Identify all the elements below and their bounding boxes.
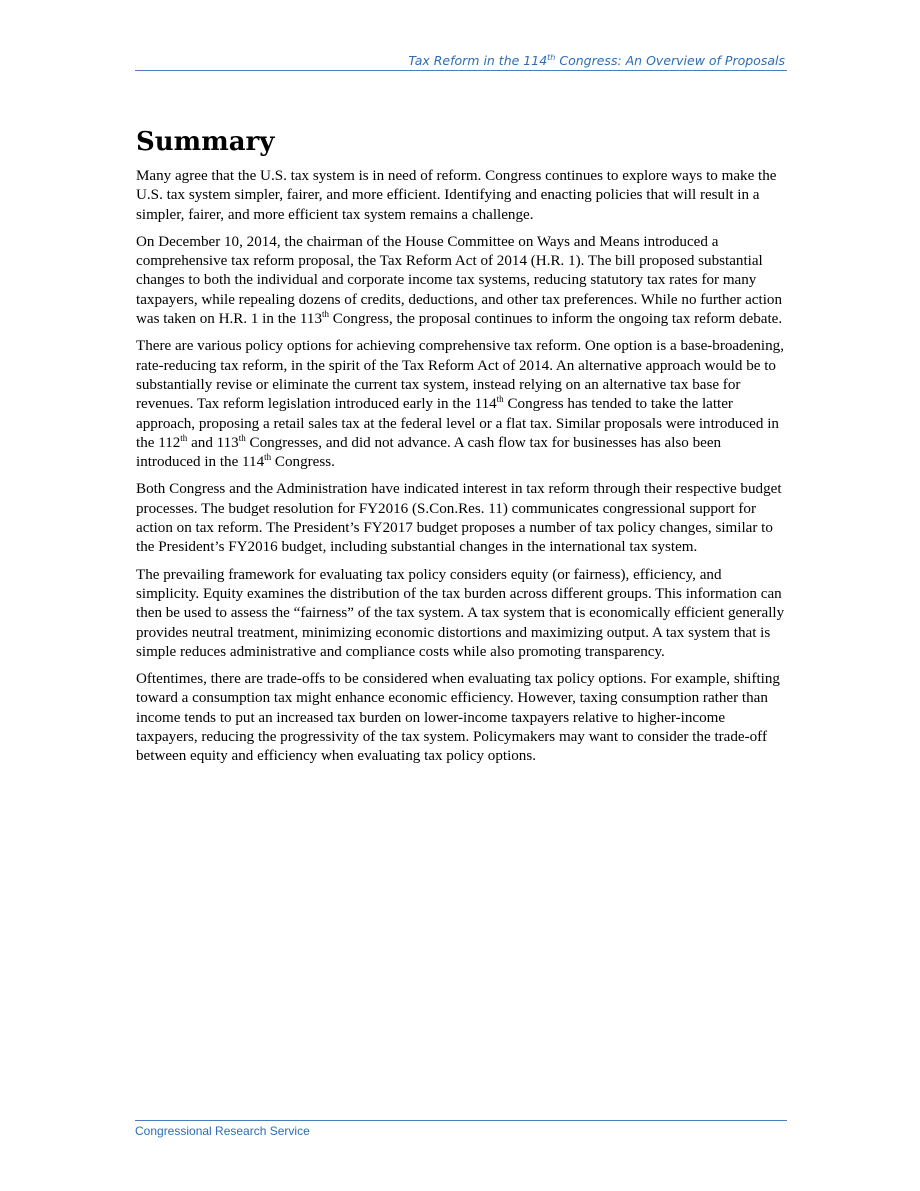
paragraph-3-superscript-3: th [238,432,246,443]
footer-publisher: Congressional Research Service [135,1124,310,1138]
paragraph-3-superscript-1: th [496,394,504,405]
paragraph-2-text-a: On December 10, 2014, the chairman of the House Committee on Ways and Means introduced a comprehensive tax reform proposal, the Tax Reform Act of 2014 (H.R. 1). The bill proposed substantial changes to both the individual and corporate income tax systems, reducing statutory tax rates for many taxpayers, while repealing dozens of credits, deductions, and other tax preferences. While no further action was taken on H.R. 1 in the 113 [136,233,782,328]
running-title [408,53,785,68]
page-footer [135,1120,787,1138]
summary-paragraph-6: Oftentimes, there are trade-offs to be considered when evaluating tax policy options. For example, shifting toward a consumption tax might enhance economic efficiency. However, taxing consumption rather than income tends to put an increased tax burden on lower-income taxpayers relative to higher-income taxpayers, reducing the progressivity of the tax system. Policymakers may want to consider the trade-off between equity and efficiency when evaluating tax policy options. [136,671,780,765]
paragraph-3-text-b: Congress has tended to take the latter approach, proposing a retail sales tax at the federal level or a flat tax. Similar proposals were introduced in the 112 [136,396,779,451]
summary-section [136,125,788,775]
summary-paragraph-4: Both Congress and the Administration have indicated interest in tax reform through their respective budget processes. The budget resolution for FY2016 (S.Con.Res. 11) communicates congressional support for action on tax reform. The President’s FY2017 budget proposes a number of tax policy changes, similar to the President’s FY2016 budget, including substantial changes in the international tax system. [136,481,782,556]
page-header [135,52,787,71]
summary-heading: Summary [136,127,275,157]
paragraph-3-superscript-2: th [180,432,188,443]
running-title-superscript: th [547,52,556,62]
paragraph-3-text-d: Congresses, and did not advance. A cash flow tax for businesses has also been introduced in the 114 [136,434,722,471]
running-title-part1: Tax Reform in the 114 [408,53,548,68]
summary-paragraph-1: Many agree that the U.S. tax system is in need of reform. Congress continues to explore ways to make the U.S. tax system simpler, fairer, and more efficient. Identifying and enacting policies that will result in a simpler, fairer, and more efficient tax system remains a challenge. [136,168,777,223]
paragraph-2-text-b: Congress, the proposal continues to inform the ongoing tax reform debate. [329,311,783,328]
paragraph-2-superscript: th [322,309,330,320]
paragraph-3-text-e: Congress. [271,454,335,471]
paragraph-3-superscript-4: th [264,452,272,463]
summary-paragraph-3 [136,337,788,472]
paragraph-3-text-c: and 113 [187,434,239,451]
running-title-part2: Congress: An Overview of Proposals [555,53,785,68]
paragraph-3-text-a: There are various policy options for achieving comprehensive tax reform. One option is a base-broadening, rate-reducing tax reform, in the spirit of the Tax Reform Act of 2014. An alternative approach would be to substantially revise or eliminate the current tax system, instead relying on an alternative tax base for revenues. Tax reform legislation introduced early in the 114 [136,338,784,413]
summary-paragraph-2 [136,233,788,329]
summary-paragraph-5: The prevailing framework for evaluating tax policy considers equity (or fairness), efficiency, and simplicity. Equity examines the distribution of the tax burden across different groups. This information can then be used to assess the “fairness” of the tax system. A tax system that is economically efficient generally provides neutral treatment, minimizing economic distortions and maximizing output. A tax system that is simple reduces administrative and compliance costs while also promoting transparency. [136,566,785,660]
